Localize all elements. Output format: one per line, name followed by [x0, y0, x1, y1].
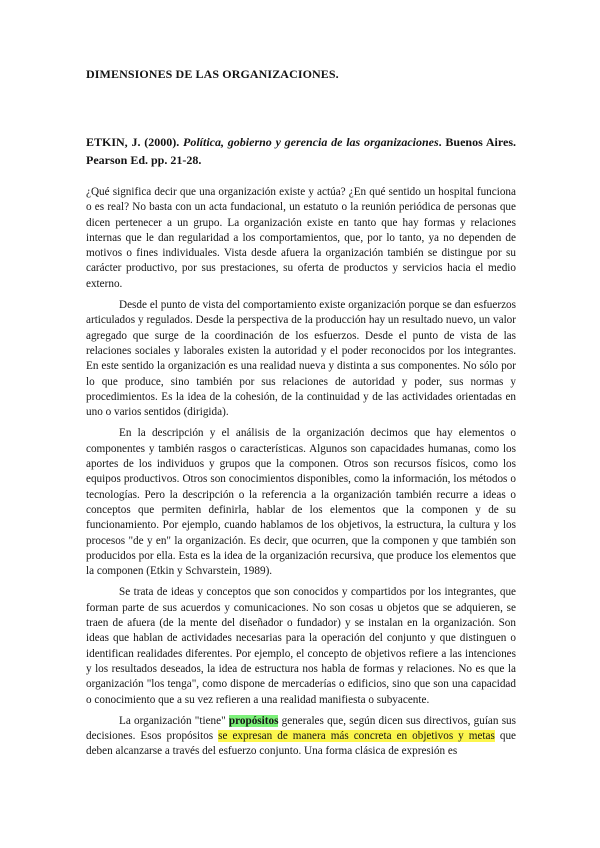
paragraph-text: La organización "tiene" [119, 714, 229, 727]
paragraph-text: generales que, según dicen sus directivos, guían sus decisiones. Esos propósitos [86, 714, 517, 743]
page-title: DIMENSIONES DE LAS ORGANIZACIONES. [86, 67, 339, 81]
paragraph-highlighted [86, 714, 516, 760]
citation-author-year: ETKIN, J. (2000). [86, 135, 180, 149]
yellow-highlight: se expresan de manera más concreta en objetivos y metas [218, 730, 495, 743]
document-body [86, 185, 516, 766]
paragraph: Desde el punto de vista del comportamiento existe organización porque se dan esfuerzos articulados y regulados. Desde la perspectiva de la producción hay un resultado nuevo, un valor agregado que surge de la coordinación de los esfuerzos. Desde el punto de vista de las relaciones sociales y laborales existen la autoridad y el poder reconocidos por los integrantes. En este sentido la organización es una realidad nueva y distinta a sus componentes. No sólo por lo que produce, sino también por sus relaciones de autoridad y poder, sus normas y procedimientos. Es la idea de la cohesión, de la continuidad y de las actividades orientadas en uno o varios sentidos (dirigida). [86, 299, 516, 419]
citation-work-title: Política, gobierno y gerencia de las organizaciones [183, 135, 439, 149]
paragraph: ¿Qué significa decir que una organización existe y actúa? ¿En qué sentido un hospital funciona o es real? No basta con un acta fundacional, un estatuto o la reunión periódica de personas que dicen pertenecer a un grupo. La organización existe en tanto que hay formas y relaciones internas que le dan regularidad a los comportamientos, que, por lo tanto, ya no dependen de motivos o fines individuales. Vista desde afuera la organización también se distingue por su carácter productivo, por sus prestaciones, su oferta de productos y servicios hacia el medio externo. [86, 186, 516, 290]
paragraph: En la descripción y el análisis de la organización decimos que hay elementos o componentes y también rasgos o características. Algunos son capacidades humanas, como los aportes de los individuos y grupos que la componen. Otros son recursos físicos, como los equipos productivos. Otros son conocimientos disponibles, como la información, los métodos o tecnologías. Pero la descripción o la referencia a la organización también recurre a ideas o conceptos que permiten definirla, hablar de los elementos que la componen y de su funcionamiento. Por ejemplo, cuando hablamos de los objetivos, la estructura, la cultura y los procesos "de y en" la organización. Es decir, que ocurren, que la componen y que también son producidos por ella. Esta es la idea de la organización recursiva, que produce los elementos que la componen (Etkin y Schvarstein, 1989). [86, 427, 516, 578]
green-highlight: propósitos [228, 714, 279, 727]
citation-publisher: . Buenos Aires. Pearson Ed. pp. 21-28. [86, 135, 516, 167]
paragraph: Se trata de ideas y conceptos que son conocidos y compartidos por los integrantes, que forman parte de sus acuerdos y comunicaciones. No son cosas u objetos que se adquieren, se traen de afuera (de la mente del diseñador o fundador) y se instalan en la organización. Son ideas que hablan de actividades necesarias para la operación del conjunto y que distinguen o identifican realidades diferentes. Por ejemplo, el concepto de objetivos refiere a las intenciones y los resultados deseados, la idea de estructura nos habla de formas y relaciones. No es que la organización "los tenga", como dispone de mercaderías o edificios, sino que son una capacidad o conocimiento que a su vez refieren a una realidad manifiesta o subyacente. [86, 586, 516, 706]
paragraph-text: que deben alcanzarse a través del esfuerzo conjunto. Una forma clásica de expresión es [86, 730, 517, 758]
bibliographic-citation [86, 134, 516, 169]
